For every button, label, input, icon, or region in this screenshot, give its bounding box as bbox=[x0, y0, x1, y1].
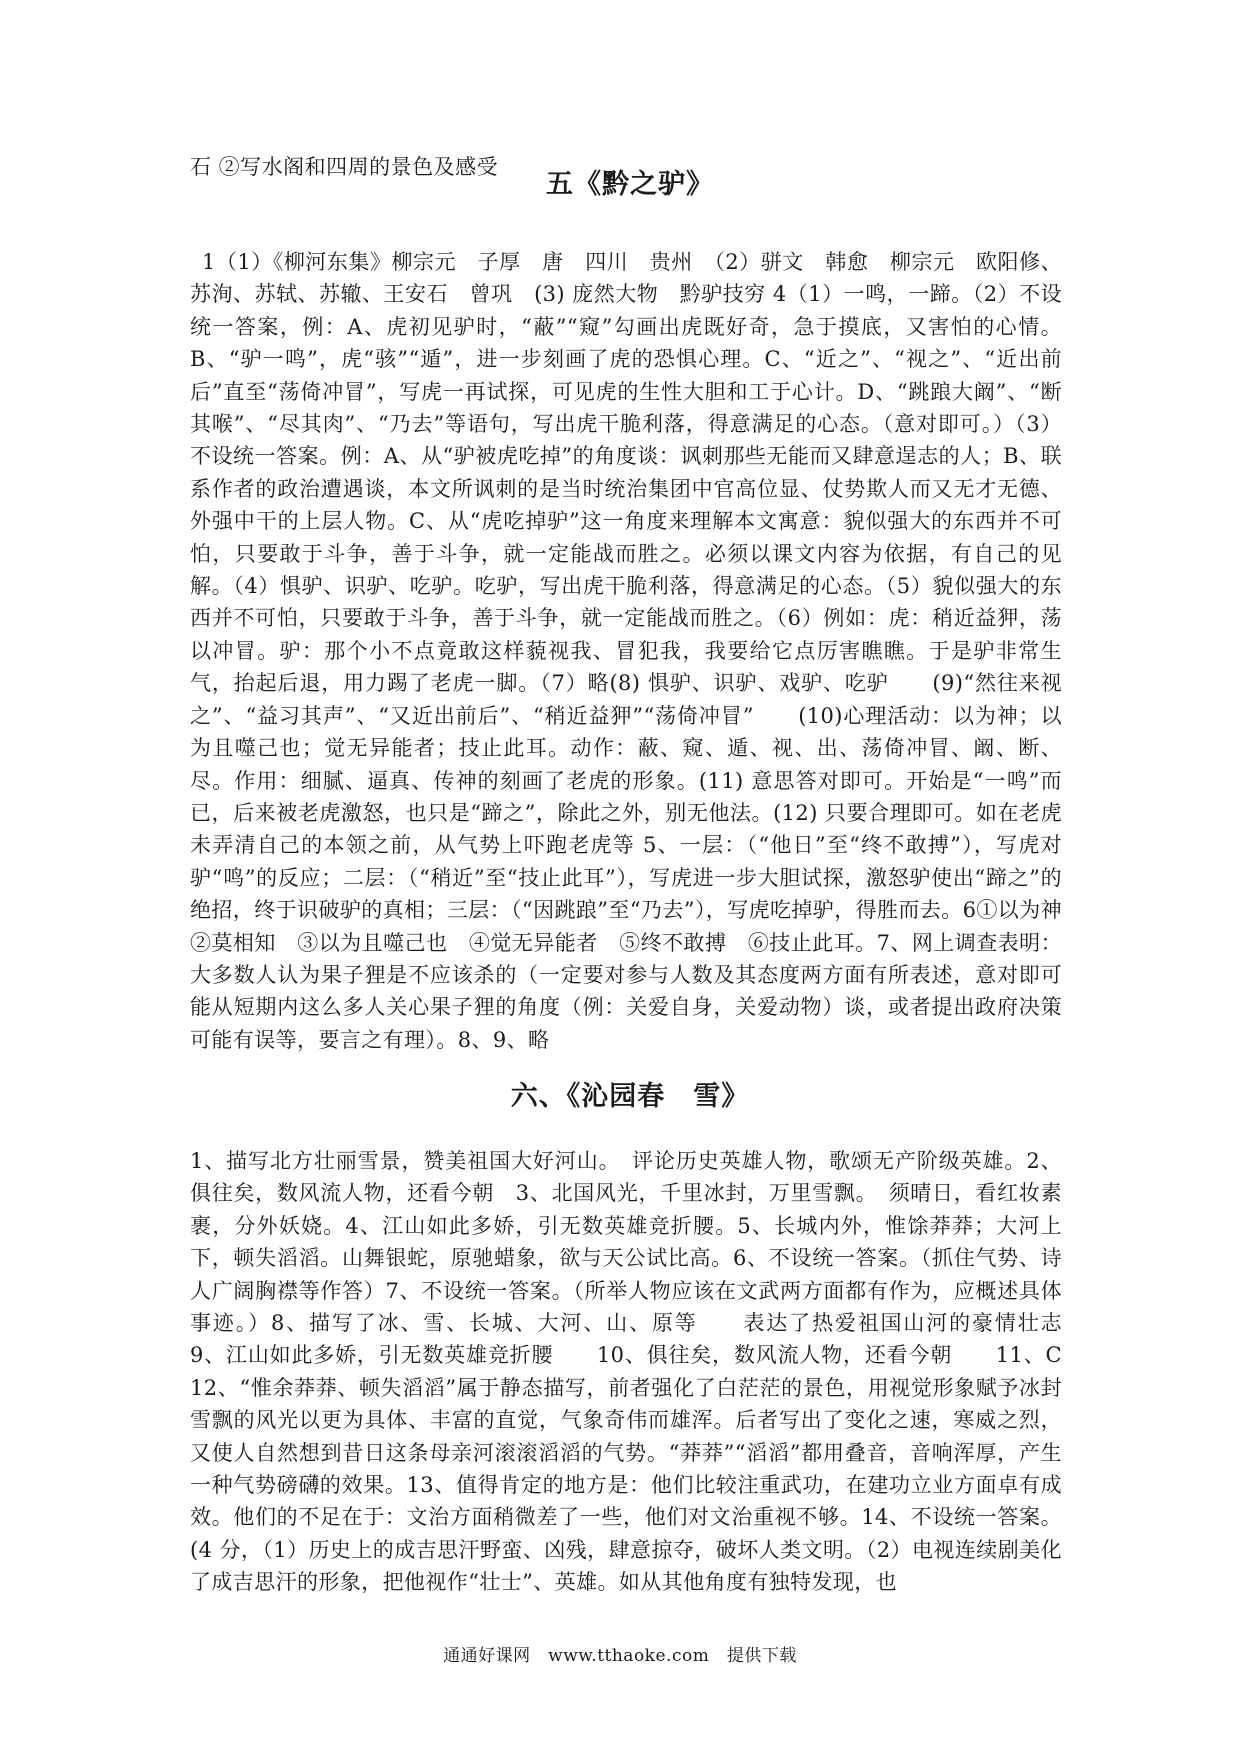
section-body-qian-zhi-lv: 1（1）《柳河东集》柳宗元 子厚 唐 四川 贵州 （2）骈文 韩愈 柳宗元 欧阳修、苏洵、苏轼、苏辙、王安石 曾巩 (3) 庞然大物 黔驴技穷 4（1）一鸣，一蹄。（2）不设统一答案，例：A、虎初见驴时，“蔽”“窥”勾画出虎既好奇，急于摸底，又害怕的心情。B、“驴一鸣”，虎“骇”“遁”，进一步刻画了虎的恐惧心理。C、“近之”、“视之”、“近出前后”直至“荡倚冲冒”，写虎一再试探，可见虎的生性大胆和工于心计。D、“跳踉大阚”、“断其喉”、“尽其肉”、“乃去”等语句，写出虎干脆利落，得意满足的心态。（意对即可。）（3）不设统一答案。例：A、从“驴被虎吃掉”的角度谈：讽刺那些无能而又肆意逞志的人；B、联系作者的政治遭遇谈，本文所讽刺的是当时统治集团中官高位显、仗势欺人而又无才无德、外强中干的上层人物。C、从“虎吃掉驴”这一角度来理解本文寓意：貌似强大的东西并不可怕，只要敢于斗争，善于斗争，就一定能战而胜之。必须以课文内容为依据，有自己的见解。（4）惧驴、识驴、吃驴。吃驴，写出虎干脆利落，得意满足的心态。（5）貌似强大的东西并不可怕，只要敢于斗争，善于斗争，就一定能战而胜之。（6）例如：虎：稍近益狎，荡以冲冒。驴：那个小不点竟敢这样藐视我、冒犯我，我要给它点厉害瞧瞧。于是驴非常生气，抬起后退，用力踢了老虎一脚。（7）略(8) 惧驴、识驴、戏驴、吃驴 (9)“然往来视之”、“益习其声”、“又近出前后”、“稍近益狎”“荡倚冲冒” (10)心理活动：以为神；以为且噬己也；觉无异能者；技止此耳。动作：蔽、窥、遁、视、出、荡倚冲冒、阚、断、尽。作用：细腻、逼真、传神的刻画了老虎的形象。(11) 意思答对即可。开始是“一鸣”而已，后来被老虎激怒，也只是“蹄之”，除此之外，别无他法。(12) 只要合理即可。如在老虎未弄清自己的本领之前，从气势上吓跑老虎等 5、一层：（“他日”至“终不敢搏”），写虎对驴“鸣”的反应；二层：（“稍近”至“技止此耳”），写虎进一步大胆试探，激怒驴使出“蹄之”的绝招，终于识破驴的真相；三层：（“因跳踉”至“乃去”），写虎吃掉驴，得胜而去。6①以为神 ②莫相知 ③以为且噬己也 ④觉无异能者 ⑤终不敢搏 ⑥技止此耳。7、网上调查表明：大多数人认为果子狸是不应该杀的（一定要对参与人数及其态度两方面有所表述，意对即可能从短期内这么多人关心果子狸的角度（例：关爱自身，关爱动物）谈，或者提出政府决策可能有误等，要言之有理）。8、9、略 bbox=[190, 250, 1084, 1052]
section-heading-qin-yuan-chun-xue: 六、《沁园春 雪》 bbox=[510, 1081, 750, 1112]
section-heading-qian-zhi-lv: 五《黔之驴》 bbox=[546, 169, 714, 200]
page-footer: 通通好课网 www.tthaoke.com 提供下载 bbox=[443, 1646, 797, 1666]
lead-line: 石 ②写水阁和四周的景色及感受 bbox=[190, 155, 499, 179]
section-body-qin-yuan-chun-xue: 1、描写北方壮丽雪景，赞美祖国大好河山。 评论历史英雄人物，歌颂无产阶级英雄。2、俱往矣，数风流人物，还看今朝 3、北国风光，千里冰封，万里雪飘。 须晴日，看红妆素裹，分外妖娆。4、江山如此多娇，引无数英雄竞折腰。5、长城内外，惟馀莽莽；大河上下，顿失滔滔。山舞银蛇，原驰蜡象，欲与天公试比高。6、不设统一答案。（抓住气势、诗人广阔胸襟等作答）7、不设统一答案。（所举人物应该在文武两方面都有作为，应概述具体事迹。）8、描写了冰、雪、长城、大河、山、原等 表达了热爱祖国山河的豪情壮志 9、江山如此多娇，引无数英雄竞折腰 10、俱往矣，数风流人物，还看今朝 11、C 12、“惟余莽莽、顿失滔滔”属于静态描写，前者强化了白茫茫的景色，用视觉形象赋予冰封雪飘的风光以更为具体、丰富的直觉，气象奇伟而雄浑。后者写出了变化之速，寒威之烈，又使人自然想到昔日这条母亲河滚滚滔滔的气势。“莽莽”“滔滔”都用叠音，音响浑厚，产生一种气势磅礴的效果。13、值得肯定的地方是：他们比较注重武功，在建功立业方面卓有成效。他们的不足在于：文治方面稍微差了一些，他们对文治重视不够。14、不设统一答案。(4 分，（1）历史上的成吉思汗野蛮、凶残，肆意掠夺，破坏人类文明。（2）电视连续剧美化了成吉思汗的形象，把他视作“壮士”、英雄。如从其他角度有独特发现，也 bbox=[190, 1149, 1105, 1595]
